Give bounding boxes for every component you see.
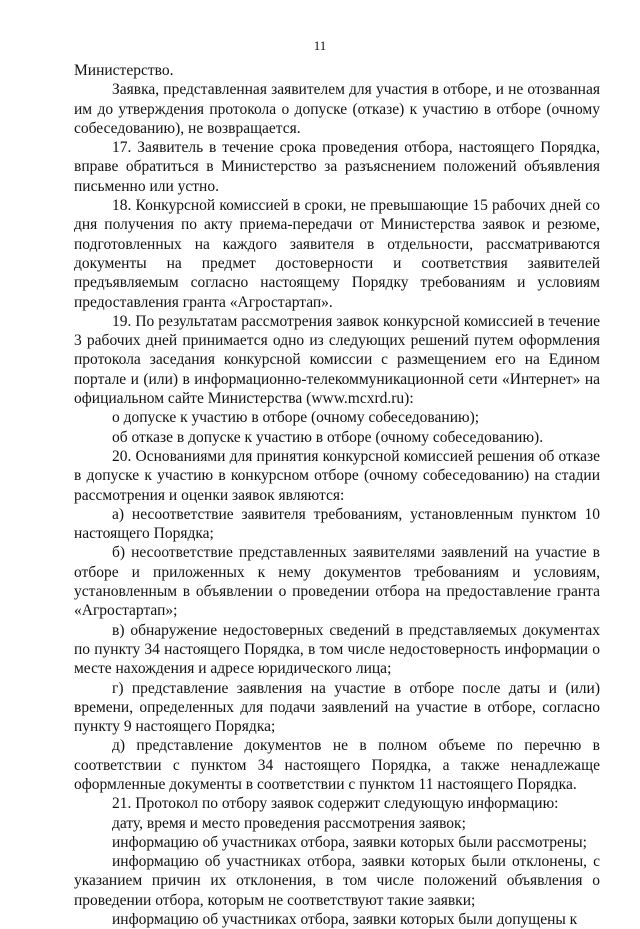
paragraph-protocol-admitted: информацию об участниках отбора, заявки которых были допущены к <box>112 911 578 929</box>
paragraph-item-20c: в) обнаружение недостоверных сведений в представляемых документах по пункту 34 настоящего Порядка, в том числе недостоверность информации о месте нахождения и адресе юридического лица; <box>74 621 600 678</box>
paragraph-item-20a: а) несоответствие заявителя требованиям, установленным пунктом 10 настоящего Порядка; <box>74 505 600 543</box>
paragraph-item-17: 17. Заявитель в течение срока проведения отбора, настоящего Порядка, вправе обратиться в Министерство за разъяснением положений объявления письменно или устно. <box>74 139 600 195</box>
paragraph-refusal-decision: об отказе в допуске к участию в отборе (очному собеседованию). <box>112 428 544 446</box>
paragraph-item-20e: д) представление документов не в полном объеме по перечню в соответствии с пунктом 34 настоящего Порядка, а также ненадлежаще оформленные документы в соответствии с пунктом 11 настоящего Порядка. <box>74 737 600 793</box>
paragraph-admission-decision: о допуске к участию в отборе (очному собеседованию); <box>112 409 480 427</box>
paragraph-item-20d: г) представление заявления на участие в отборе после даты и (или) времени, определенных для подачи заявлений на участие в отборе, согласно пункту 9 настоящего Порядка; <box>74 679 600 736</box>
paragraph-item-19: 19. По результатам рассмотрения заявок конкурсной комиссией в течение 3 рабочих дней принимается одно из следующих решений путем оформления протокола заседания конкурсной комиссии с размещением его на Едином портале и (или) в информационно-телекоммуникационной сети «Интернет» на официальном сайте Министерства (www.mcxrd.ru): <box>74 312 600 408</box>
paragraph-ministry: Министерство. <box>74 62 174 79</box>
paragraph-item-21: 21. Протокол по отбору заявок содержит следующую информацию: <box>112 795 559 813</box>
page-number: 11 <box>313 38 327 53</box>
document-body <box>74 61 600 929</box>
paragraph-protocol-rejected: информацию об участниках отбора, заявки которых были отклонены, с указанием причин их отклонения, в том числе положений объявления о проведении отбора, которым не соответствуют такие заявки; <box>74 853 600 909</box>
paragraph-protocol-reviewed: информацию об участниках отбора, заявки которых были рассмотрены; <box>112 833 587 851</box>
paragraph-item-20b: б) несоответствие представленных заявителями заявлений на участие в отборе и приложенных к нему документов требованиям и условиям, установленным в объявлении о проведении отбора на предоставление гранта «Агростартап»; <box>74 544 600 620</box>
paragraph-item-18: 18. Конкурсной комиссией в сроки, не превышающие 15 рабочих дней со дня получения по акту приема-передачи от Министерства заявок и резюме, подготовленных на каждого заявителя в отдельности, рассматриваются документы на предмет достоверности и соответствия заявителей предъявляемым согласно настоящему Порядку требованиям и условиям предоставления гранта «Агростартап». <box>74 197 600 311</box>
paragraph-item-20: 20. Основаниями для принятия конкурсной комиссией решения об отказе в допуске к участию в конкурсном отборе (очному собеседованию) на стадии рассмотрения и оценки заявок являются: <box>74 447 600 504</box>
paragraph-application-not-returned: Заявка, представленная заявителем для участия в отборе, и не отозванная им до утверждения протокола о допуске (отказе) к участию в отборе (очному собеседованию), не возвращается. <box>74 81 600 137</box>
paragraph-protocol-date: дату, время и место проведения рассмотрения заявок; <box>112 814 466 832</box>
